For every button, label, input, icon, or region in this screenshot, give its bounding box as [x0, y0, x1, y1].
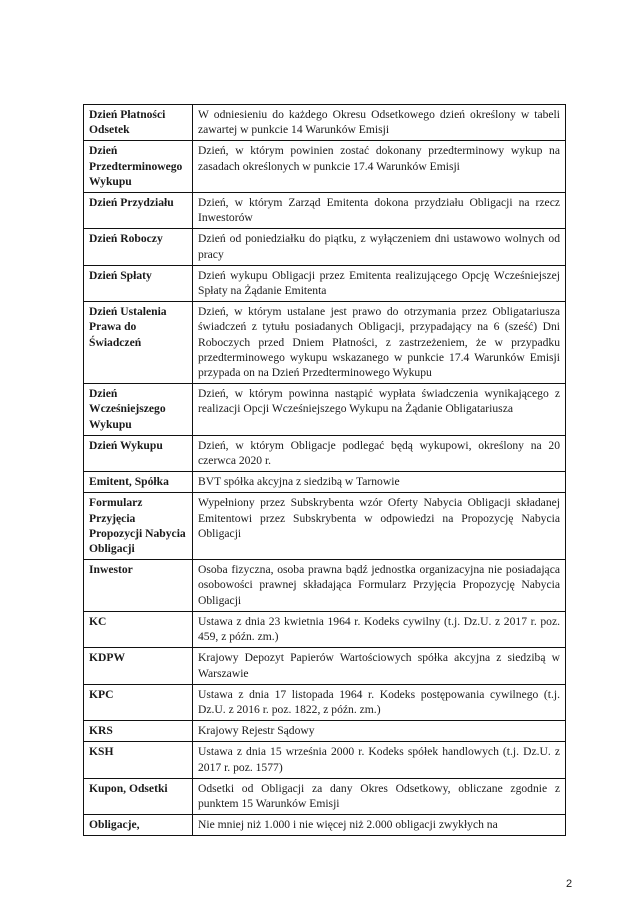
- definition-text: Wypełniony przez Subskrybenta wzór Oferty Nabycia Obligacji składanej Emitentowi przez Subskrybenta w odpowiedzi na Propozycję Nabycia Obligacji: [193, 493, 566, 560]
- definition-term: Formularz Przyjęcia Propozycji Nabycia Obligacji: [84, 493, 193, 560]
- definition-row: [84, 684, 566, 720]
- definition-row: [84, 472, 566, 493]
- definition-term: Dzień Roboczy: [84, 229, 193, 265]
- definition-text: Ustawa z dnia 17 listopada 1964 r. Kodeks postępowania cywilnego (t.j. Dz.U. z 2016 r. poz. 1822, z późn. zm.): [193, 684, 566, 720]
- definition-term: Emitent, Spółka: [84, 472, 193, 493]
- definition-term: KDPW: [84, 648, 193, 684]
- definition-term: Dzień Spłaty: [84, 265, 193, 301]
- definition-term: Inwestor: [84, 560, 193, 612]
- definition-term: Dzień Ustalenia Prawa do Świadczeń: [84, 302, 193, 384]
- definition-term: KRS: [84, 721, 193, 742]
- definition-row: [84, 141, 566, 193]
- definition-row: [84, 435, 566, 471]
- definition-row: [84, 778, 566, 814]
- definition-text: Dzień, w którym ustalane jest prawo do otrzymania przez Obligatariusza świadczeń z tytułu posiadanych Obligacji, przypadający na 6 (sześć) Dni Roboczych przed Dniem Płatności, z zastrzeżeniem, że w przypadku przedterminowego wykupu wskazanego w punkcie 17.4 Warunków Emisji przypada on na Dzień Przedterminowego Wykupu: [193, 302, 566, 384]
- definition-term: Kupon, Odsetki: [84, 778, 193, 814]
- definition-row: [84, 648, 566, 684]
- definition-text: W odniesieniu do każdego Okresu Odsetkowego dzień określony w tabeli zawartej w punkcie 14 Warunków Emisji: [193, 105, 566, 141]
- definition-row: [84, 721, 566, 742]
- definition-term: KPC: [84, 684, 193, 720]
- definition-text: Dzień, w którym powinna nastąpić wypłata świadczenia wynikającego z realizacji Opcji Wcześniejszego Wykupu na Żądanie Obligatariusza: [193, 384, 566, 436]
- definition-text: Dzień, w którym Zarząd Emitenta dokona przydziału Obligacji na rzecz Inwestorów: [193, 193, 566, 229]
- definition-term: KC: [84, 611, 193, 647]
- definition-text: Osoba fizyczna, osoba prawna bądź jednostka organizacyjna nie posiadająca osobowości prawnej składająca Formularz Przyjęcia Propozycję Nabycia Obligacji: [193, 560, 566, 612]
- definition-row: [84, 193, 566, 229]
- definition-text: BVT spółka akcyjna z siedzibą w Tarnowie: [193, 472, 566, 493]
- definition-text: Ustawa z dnia 23 kwietnia 1964 r. Kodeks cywilny (t.j. Dz.U. z 2017 r. poz. 459, z późn. zm.): [193, 611, 566, 647]
- definition-term: Dzień Przydziału: [84, 193, 193, 229]
- definition-text: Krajowy Depozyt Papierów Wartościowych spółka akcyjna z siedzibą w Warszawie: [193, 648, 566, 684]
- definitions-table-body: [84, 105, 566, 836]
- definition-row: [84, 815, 566, 836]
- definition-row: [84, 493, 566, 560]
- definition-term: Dzień Płatności Odsetek: [84, 105, 193, 141]
- definition-text: Odsetki od Obligacji za dany Okres Odsetkowy, obliczane zgodnie z punktem 15 Warunków Emisji: [193, 778, 566, 814]
- definition-text: Dzień wykupu Obligacji przez Emitenta realizującego Opcję Wcześniejszej Spłaty na Żądanie Emitenta: [193, 265, 566, 301]
- definition-term: Dzień Przedterminowego Wykupu: [84, 141, 193, 193]
- definition-text: Dzień, w którym Obligacje podlegać będą wykupowi, określony na 20 czerwca 2020 r.: [193, 435, 566, 471]
- definition-term: Dzień Wcześniejszego Wykupu: [84, 384, 193, 436]
- definitions-table: [83, 104, 566, 836]
- definition-row: [84, 302, 566, 384]
- definition-term: KSH: [84, 742, 193, 778]
- definition-term: Obligacje,: [84, 815, 193, 836]
- definition-term: Dzień Wykupu: [84, 435, 193, 471]
- definition-text: Dzień od poniedziałku do piątku, z wyłączeniem dni ustawowo wolnych od pracy: [193, 229, 566, 265]
- definition-row: [84, 560, 566, 612]
- definition-text: Krajowy Rejestr Sądowy: [193, 721, 566, 742]
- definition-row: [84, 742, 566, 778]
- definition-text: Dzień, w którym powinien zostać dokonany przedterminowy wykup na zasadach określonych w punkcie 17.4 Warunków Emisji: [193, 141, 566, 193]
- definition-row: [84, 229, 566, 265]
- page-number: 2: [566, 878, 573, 890]
- definition-row: [84, 384, 566, 436]
- definition-row: [84, 265, 566, 301]
- definition-text: Nie mniej niż 1.000 i nie więcej niż 2.000 obligacji zwykłych na: [193, 815, 566, 836]
- definition-row: [84, 105, 566, 141]
- definition-text: Ustawa z dnia 15 września 2000 r. Kodeks spółek handlowych (t.j. Dz.U. z 2017 r. poz. 1577): [193, 742, 566, 778]
- definition-row: [84, 611, 566, 647]
